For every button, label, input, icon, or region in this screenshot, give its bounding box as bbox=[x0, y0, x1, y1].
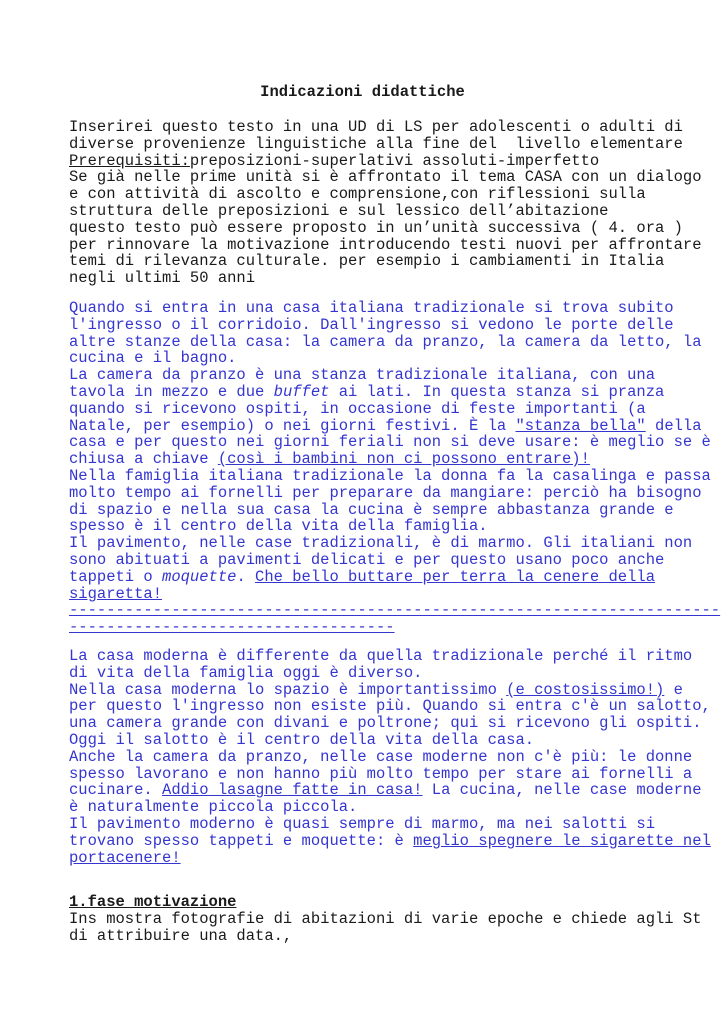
underlined-phrase: meglio spegnere le sigarette nel bbox=[413, 831, 711, 850]
underlined-phrase: sigaretta! bbox=[69, 584, 163, 603]
italic-term: moquette bbox=[162, 567, 237, 586]
text-line: di spazio e nella sua casa la cucina è sempre abbastanza grande e bbox=[69, 500, 674, 519]
text-line: Anche la camera da pranzo, nelle case moderne non c'è più: le donne bbox=[69, 747, 693, 766]
text-span: e bbox=[664, 680, 683, 699]
text-span: tappeti o bbox=[69, 567, 163, 586]
text-span: Natale, per esempio) o nei giorni festivi. È la bbox=[69, 416, 516, 435]
underlined-phrase: (così i bambini non ci possono entrare)! bbox=[217, 450, 590, 469]
text-line: spesso è il centro della vita della famiglia. bbox=[69, 517, 488, 536]
text-line: di attribuire una data., bbox=[69, 926, 293, 945]
italic-term: buffet bbox=[273, 382, 330, 401]
text-line bbox=[69, 831, 711, 850]
underlined-phrase: "stanza bella" bbox=[515, 416, 646, 435]
text-line: casa e per questo nei giorni feriali non si deve usare: è meglio se è bbox=[69, 433, 711, 452]
separator-line: ---------------------------------------------------------------------- bbox=[69, 601, 721, 620]
text-line: questo testo può essere proposto in un’unità successiva ( 4. ora ) bbox=[69, 218, 683, 237]
text-span: della bbox=[645, 416, 702, 435]
text-line: diverse provenienze linguistiche alla fine del livello elementare bbox=[69, 134, 683, 153]
text-line: per questo l'ingresso non esiste più. Quando si entra c'è un salotto, bbox=[69, 697, 711, 716]
text-line: Il pavimento, nelle case tradizionali, è di marmo. Gli italiani non bbox=[69, 534, 693, 553]
text-line: per rinnovare la motivazione introducendo testi nuovi per affrontare bbox=[69, 235, 702, 254]
underlined-phrase: portacenere! bbox=[69, 848, 181, 867]
separator-line: ----------------------------------- bbox=[69, 618, 395, 637]
text-span: cucinare. bbox=[69, 781, 163, 800]
text-line bbox=[69, 416, 702, 435]
text-line: di vita della famiglia oggi è diverso. bbox=[69, 663, 423, 682]
text-line: sono abituati a pavimenti delicati e per questo usano poco anche bbox=[69, 550, 665, 569]
underlined-phrase: (e costosissimo!) bbox=[506, 680, 665, 699]
text-line: molto tempo ai fornelli per preparare da mangiare: perciò ha bisogno bbox=[69, 483, 702, 502]
text-line: struttura delle preposizioni e sul lessico dell’abitazione bbox=[69, 201, 609, 220]
text-line: cucina e il bagno. bbox=[69, 349, 237, 368]
text-span: ai lati. In questa stanza si pranza bbox=[329, 382, 665, 401]
text-line bbox=[69, 384, 689, 401]
text-line: Il pavimento moderno è quasi sempre di marmo, ma nei salotti si bbox=[69, 814, 655, 833]
text-line: altre stanze della casa: la camera da pranzo, la camera da letto, la bbox=[69, 332, 702, 351]
text-line: Inserirei questo testo in una UD di LS per adolescenti o adulti di bbox=[69, 118, 683, 136]
text-span: La cucina, nelle case moderne bbox=[422, 781, 702, 800]
text-span: tavola in mezzo e due bbox=[69, 382, 274, 401]
text-line: è naturalmente piccola piccola. bbox=[69, 798, 358, 817]
text-line: una camera grande con divani e poltrone; qui si ricevono gli ospiti. bbox=[69, 714, 702, 733]
text-line bbox=[69, 682, 689, 699]
text-line: Quando si entra in una casa italiana tradizionale si trova subito bbox=[69, 299, 674, 317]
text-line: La camera da pranzo è una stanza tradizionale italiana, con una bbox=[69, 366, 655, 385]
underlined-phrase: Addio lasagne fatte in casa! bbox=[162, 781, 423, 800]
prerequisites-line bbox=[69, 153, 689, 170]
text-span: Nella casa moderna lo spazio è importantissimo bbox=[69, 680, 507, 699]
text-span: . bbox=[236, 567, 256, 586]
text-line: La casa moderna è differente da quella tradizionale perché il ritmo bbox=[69, 647, 693, 665]
text-line: Nella famiglia italiana tradizionale la donna fa la casalinga e passa bbox=[69, 466, 711, 485]
text-span: chiusa a chiave bbox=[69, 450, 218, 469]
text-line: Oggi il salotto è il centro della vita della casa. bbox=[69, 730, 535, 749]
page-title: Indicazioni didattiche bbox=[260, 83, 465, 101]
modern-house-text bbox=[69, 647, 711, 867]
text-line: temi di rilevanza culturale. per esempio i cambiamenti in Italia bbox=[69, 252, 665, 271]
prerequisites-text: preposizioni-superlativi assoluti-imperfetto bbox=[189, 151, 600, 170]
prerequisites-label: Prerequisiti: bbox=[69, 151, 190, 170]
text-line: e con attività di ascolto e comprensione,con riflessioni sulla bbox=[69, 185, 646, 204]
phase-section bbox=[69, 893, 702, 945]
text-line bbox=[69, 451, 689, 468]
text-line: Ins mostra fotografie di abitazioni di varie epoche e chiede agli St bbox=[69, 909, 702, 928]
text-line bbox=[69, 569, 689, 586]
text-span: trovano spesso tappeti e moquette: è bbox=[69, 831, 414, 850]
text-line: spesso lavorano e non hanno più molto tempo per stare ai fornelli a bbox=[69, 764, 693, 783]
text-line bbox=[69, 781, 702, 800]
text-line: l'ingresso o il corridoio. Dall'ingresso si vedono le porte delle bbox=[69, 315, 674, 334]
text-line: negli ultimi 50 anni bbox=[69, 269, 256, 288]
text-line: quando si ricevono ospiti, in occasione di feste importanti (a bbox=[69, 399, 646, 418]
text-line: Se già nelle prime unità si è affrontato il tema CASA con un dialogo bbox=[69, 168, 702, 187]
section-heading: 1.fase motivazione bbox=[69, 893, 237, 911]
traditional-house-text bbox=[69, 299, 721, 637]
underlined-phrase: Che bello buttare per terra la cenere della bbox=[255, 567, 656, 586]
intro-paragraph bbox=[69, 118, 702, 288]
